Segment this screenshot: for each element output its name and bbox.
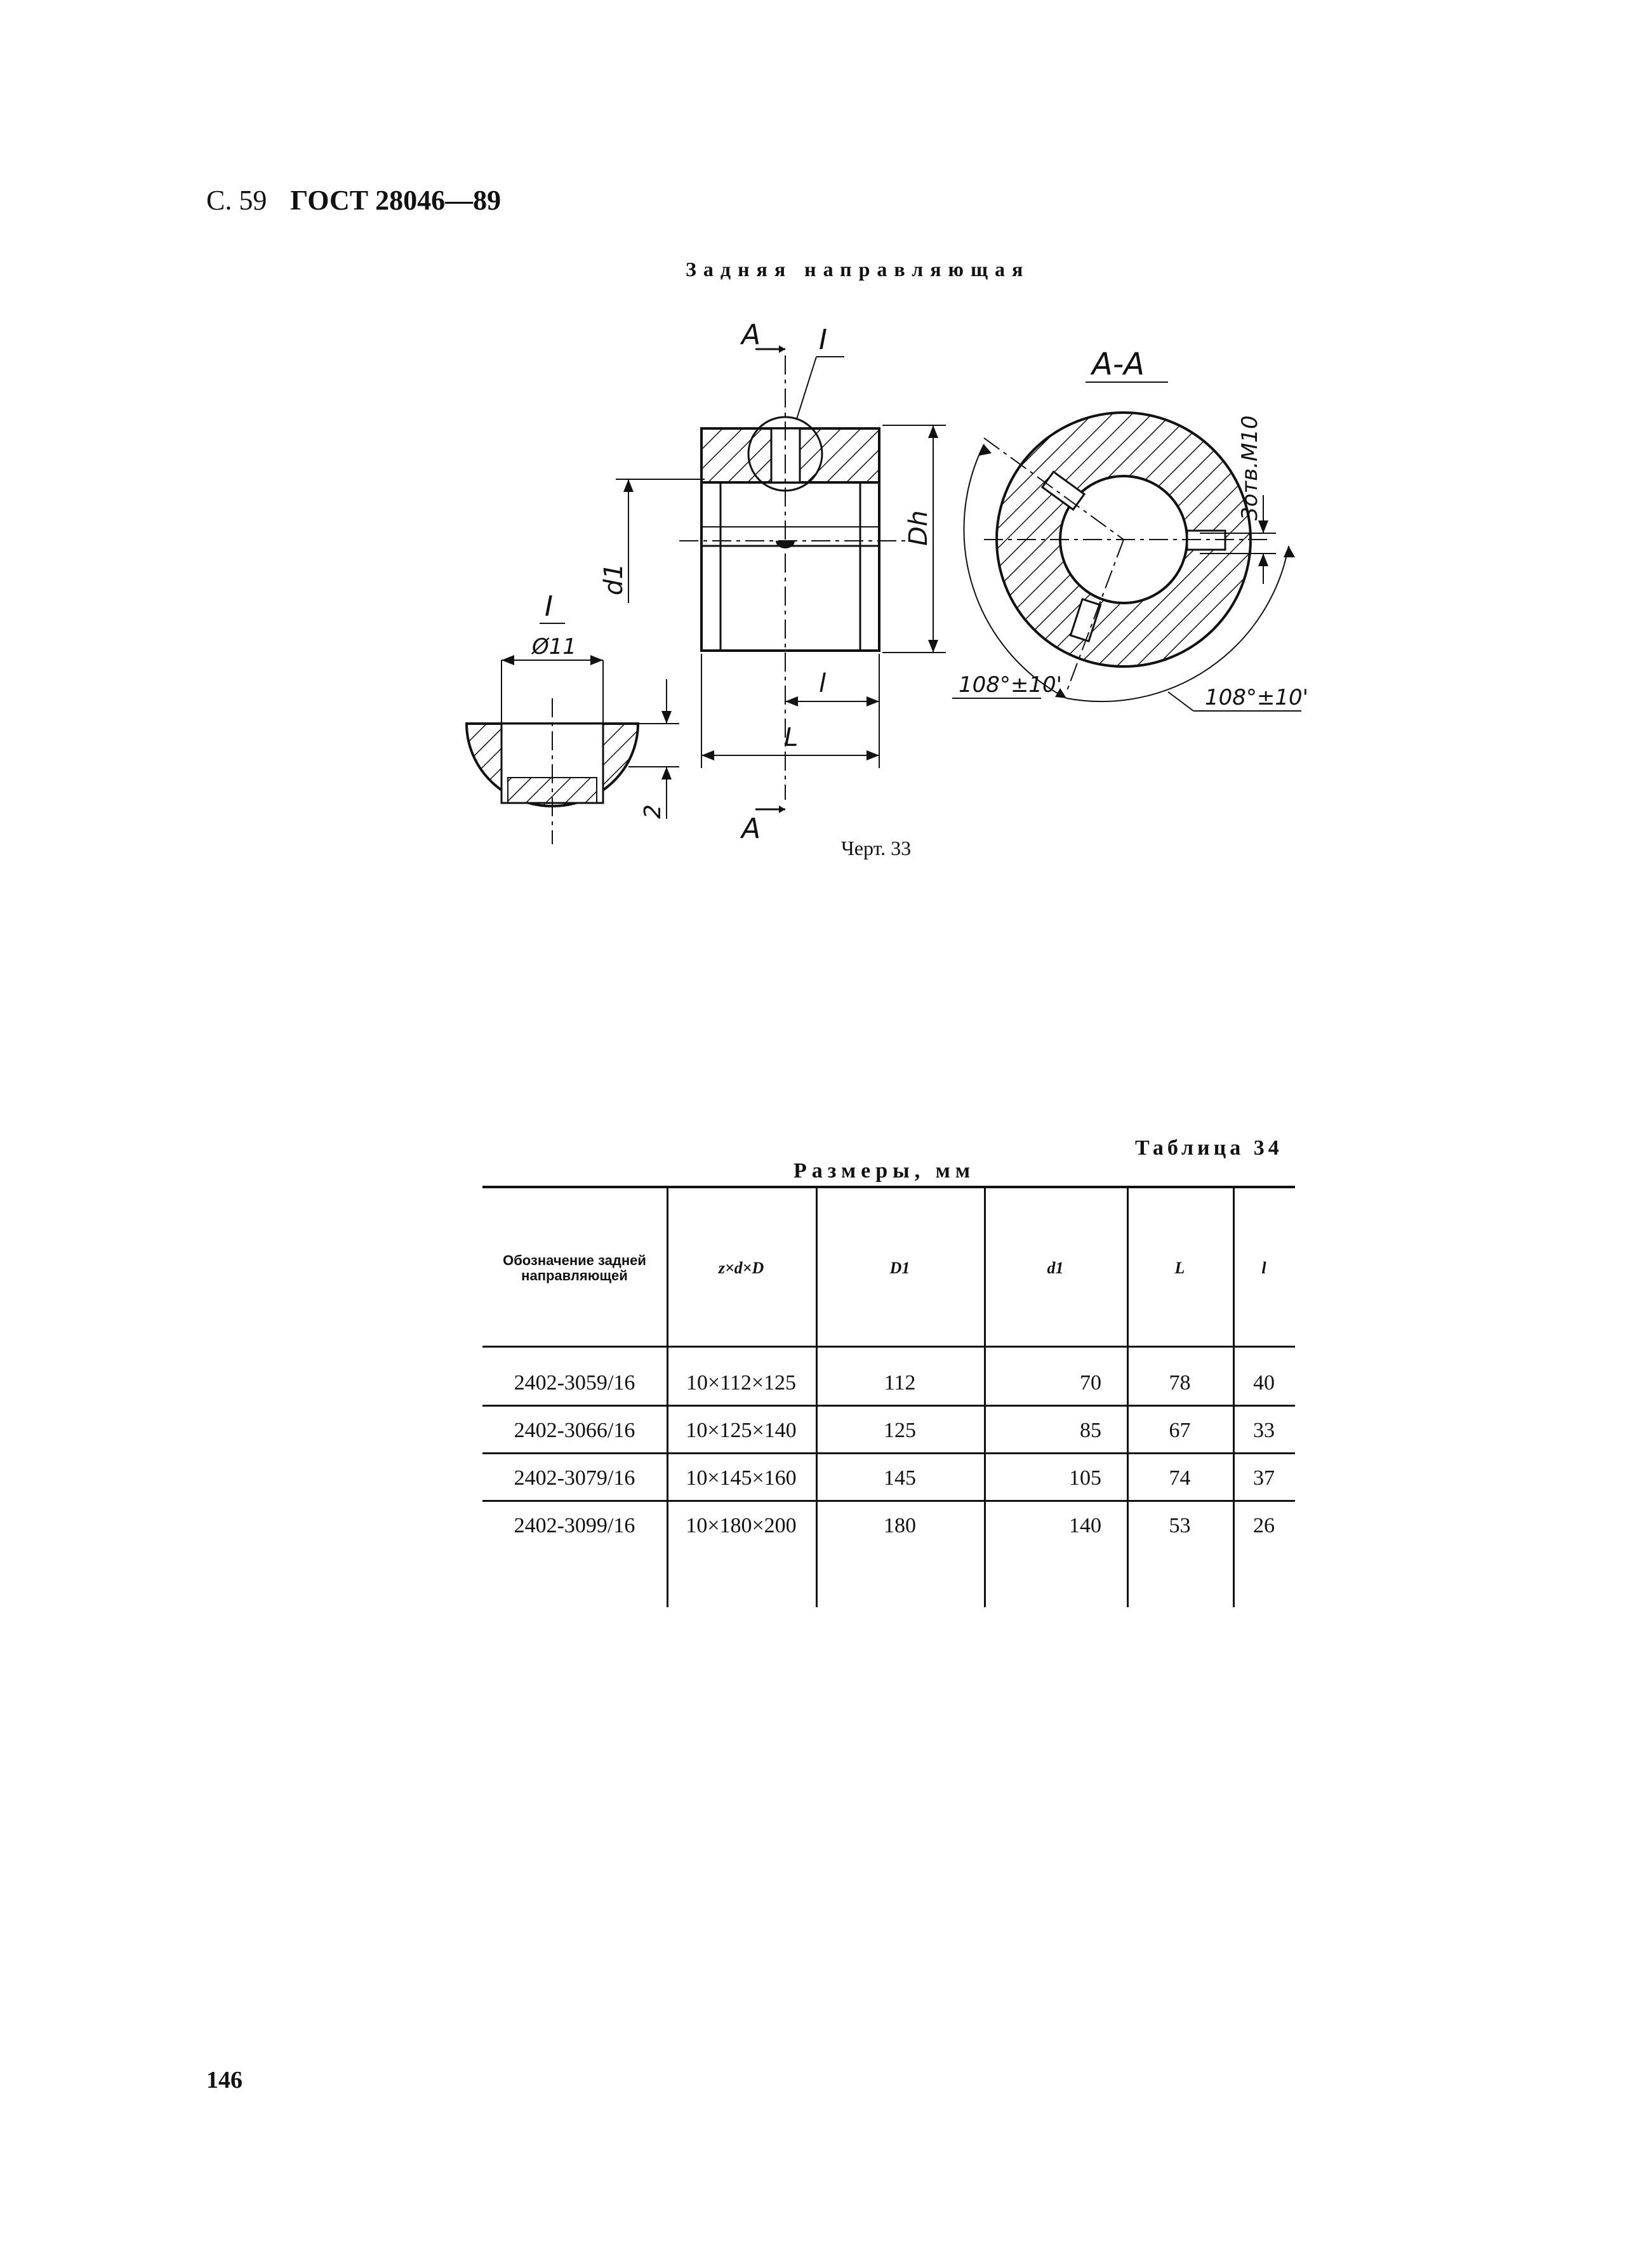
page-header (206, 184, 501, 216)
table-row (482, 1506, 1295, 1553)
detail-title: I (545, 590, 553, 623)
cell-D1: 180 (884, 1514, 916, 1537)
section-mark-top: А (741, 319, 761, 351)
cell-zdD: 10×180×200 (686, 1514, 797, 1537)
cell-L: 74 (1169, 1466, 1191, 1490)
cell-zdD: 10×145×160 (686, 1466, 797, 1490)
drawing-caption: Черт. 33 (841, 837, 912, 859)
page-ref: С. 59 (206, 185, 267, 216)
header-D1: D1 (889, 1259, 910, 1277)
cell-designation: 2402-3079/16 (514, 1466, 635, 1490)
cell-d1: 140 (1069, 1514, 1101, 1537)
cell-zdD: 10×125×140 (686, 1419, 797, 1442)
cell-d1: 70 (1080, 1371, 1101, 1395)
cell-L: 78 (1169, 1371, 1191, 1395)
cell-l: 33 (1253, 1419, 1275, 1442)
table-caption: Размеры, мм (794, 1159, 975, 1183)
drawing-title: Задняя направляющая (686, 258, 1030, 281)
cell-designation: 2402-3099/16 (514, 1514, 635, 1537)
header-l: l (1261, 1259, 1266, 1277)
cell-l: 40 (1253, 1371, 1275, 1395)
angle-label-2: 108°±10' (1205, 685, 1308, 710)
standard-number: ГОСТ 28046—89 (290, 185, 501, 216)
table-row (482, 1459, 1295, 1506)
section-view (952, 347, 1308, 711)
header-zdD: z×d×D (718, 1259, 764, 1277)
header-bottom-rule (482, 1346, 1295, 1348)
front-view (599, 319, 946, 845)
section-title: А-А (1092, 347, 1145, 382)
table-top-rule (482, 1186, 1295, 1188)
row-rule (482, 1452, 1295, 1454)
header-d1: d1 (1047, 1259, 1064, 1277)
cell-D1: 112 (884, 1371, 916, 1395)
table-row (482, 1411, 1295, 1458)
holes-note: 3отв.М10 (1237, 415, 1263, 521)
cell-zdD: 10×112×125 (686, 1371, 797, 1395)
cell-d1: 105 (1069, 1466, 1101, 1490)
angle-label-1: 108°±10' (959, 672, 1062, 698)
section-mark-bottom: А (741, 812, 761, 845)
cell-L: 67 (1169, 1419, 1191, 1442)
header-designation: Обозначение задней направляющей (503, 1252, 646, 1283)
row-rule (482, 1500, 1295, 1502)
dim-d1: d1 (599, 563, 628, 595)
cell-l: 37 (1253, 1466, 1275, 1490)
cell-D1: 125 (884, 1419, 916, 1442)
row-rule (482, 1405, 1295, 1407)
technical-drawing (438, 317, 1352, 851)
table-label: Таблица 34 (1135, 1136, 1283, 1160)
dim-phi11: Ø11 (532, 634, 577, 660)
dim-dh: Dh (904, 510, 933, 546)
cell-L: 53 (1169, 1514, 1191, 1537)
cell-l: 26 (1253, 1514, 1275, 1537)
table-row (482, 1363, 1295, 1410)
dimensions-table (482, 1186, 1295, 1611)
detail-mark: I (819, 324, 827, 356)
cell-D1: 145 (884, 1466, 916, 1490)
header-L: L (1174, 1259, 1185, 1277)
cell-designation: 2402-3066/16 (514, 1419, 635, 1442)
page-number: 146 (206, 2067, 242, 2093)
dim-l-big: L (784, 723, 799, 752)
cell-d1: 85 (1080, 1419, 1101, 1442)
cell-designation: 2402-3059/16 (514, 1371, 635, 1395)
dim-l-small: l (819, 669, 827, 698)
detail-view (467, 590, 679, 844)
dim-2: 2 (640, 804, 666, 819)
